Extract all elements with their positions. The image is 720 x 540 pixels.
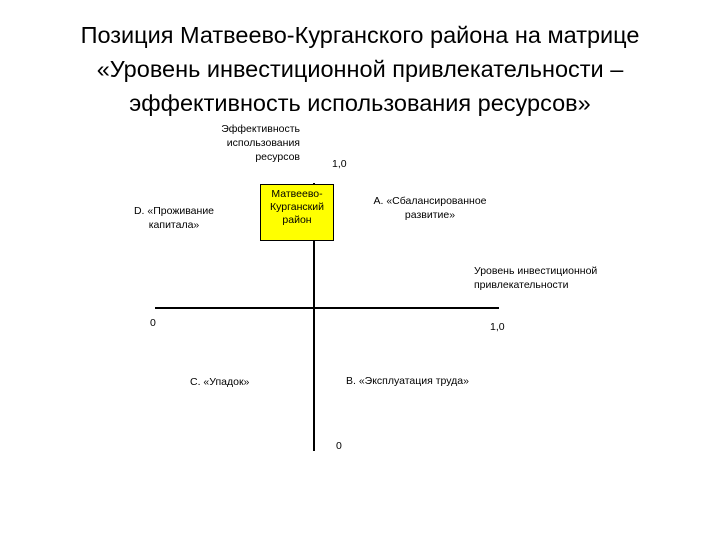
quadrant-b-label: В. «Эксплуатация труда» — [346, 375, 469, 387]
title-line-1: Позиция Матвеево-Курганского района на матрице — [80, 22, 640, 48]
title-line-3: эффективность использования ресурсов» — [129, 90, 591, 116]
y-axis-label: Эффективность использования ресурсов — [221, 123, 300, 163]
y-axis-max-label: 1,0 — [332, 158, 347, 170]
x-axis-line — [155, 307, 499, 309]
x-axis-min-label: 0 — [150, 317, 156, 329]
position-marker-line-2: Курганский — [270, 201, 324, 213]
position-marker-box — [260, 184, 334, 241]
quadrant-a-label: А. «Сбалансированное развитие» — [373, 195, 487, 221]
slide-title — [20, 18, 700, 120]
title-line-2: «Уровень инвестиционной привлекательности – — [96, 56, 624, 82]
x-axis-label: Уровень инвестиционной привлекательности — [474, 265, 598, 291]
quadrant-d-label: D. «Проживание капитала» — [133, 205, 215, 231]
y-axis-min-label: 0 — [336, 440, 342, 452]
quadrant-c-label: С. «Упадок» — [190, 376, 250, 388]
position-marker-line-1: Матвеево- — [271, 188, 323, 200]
position-marker-line-3: район — [282, 214, 312, 226]
x-axis-max-label: 1,0 — [490, 321, 505, 333]
